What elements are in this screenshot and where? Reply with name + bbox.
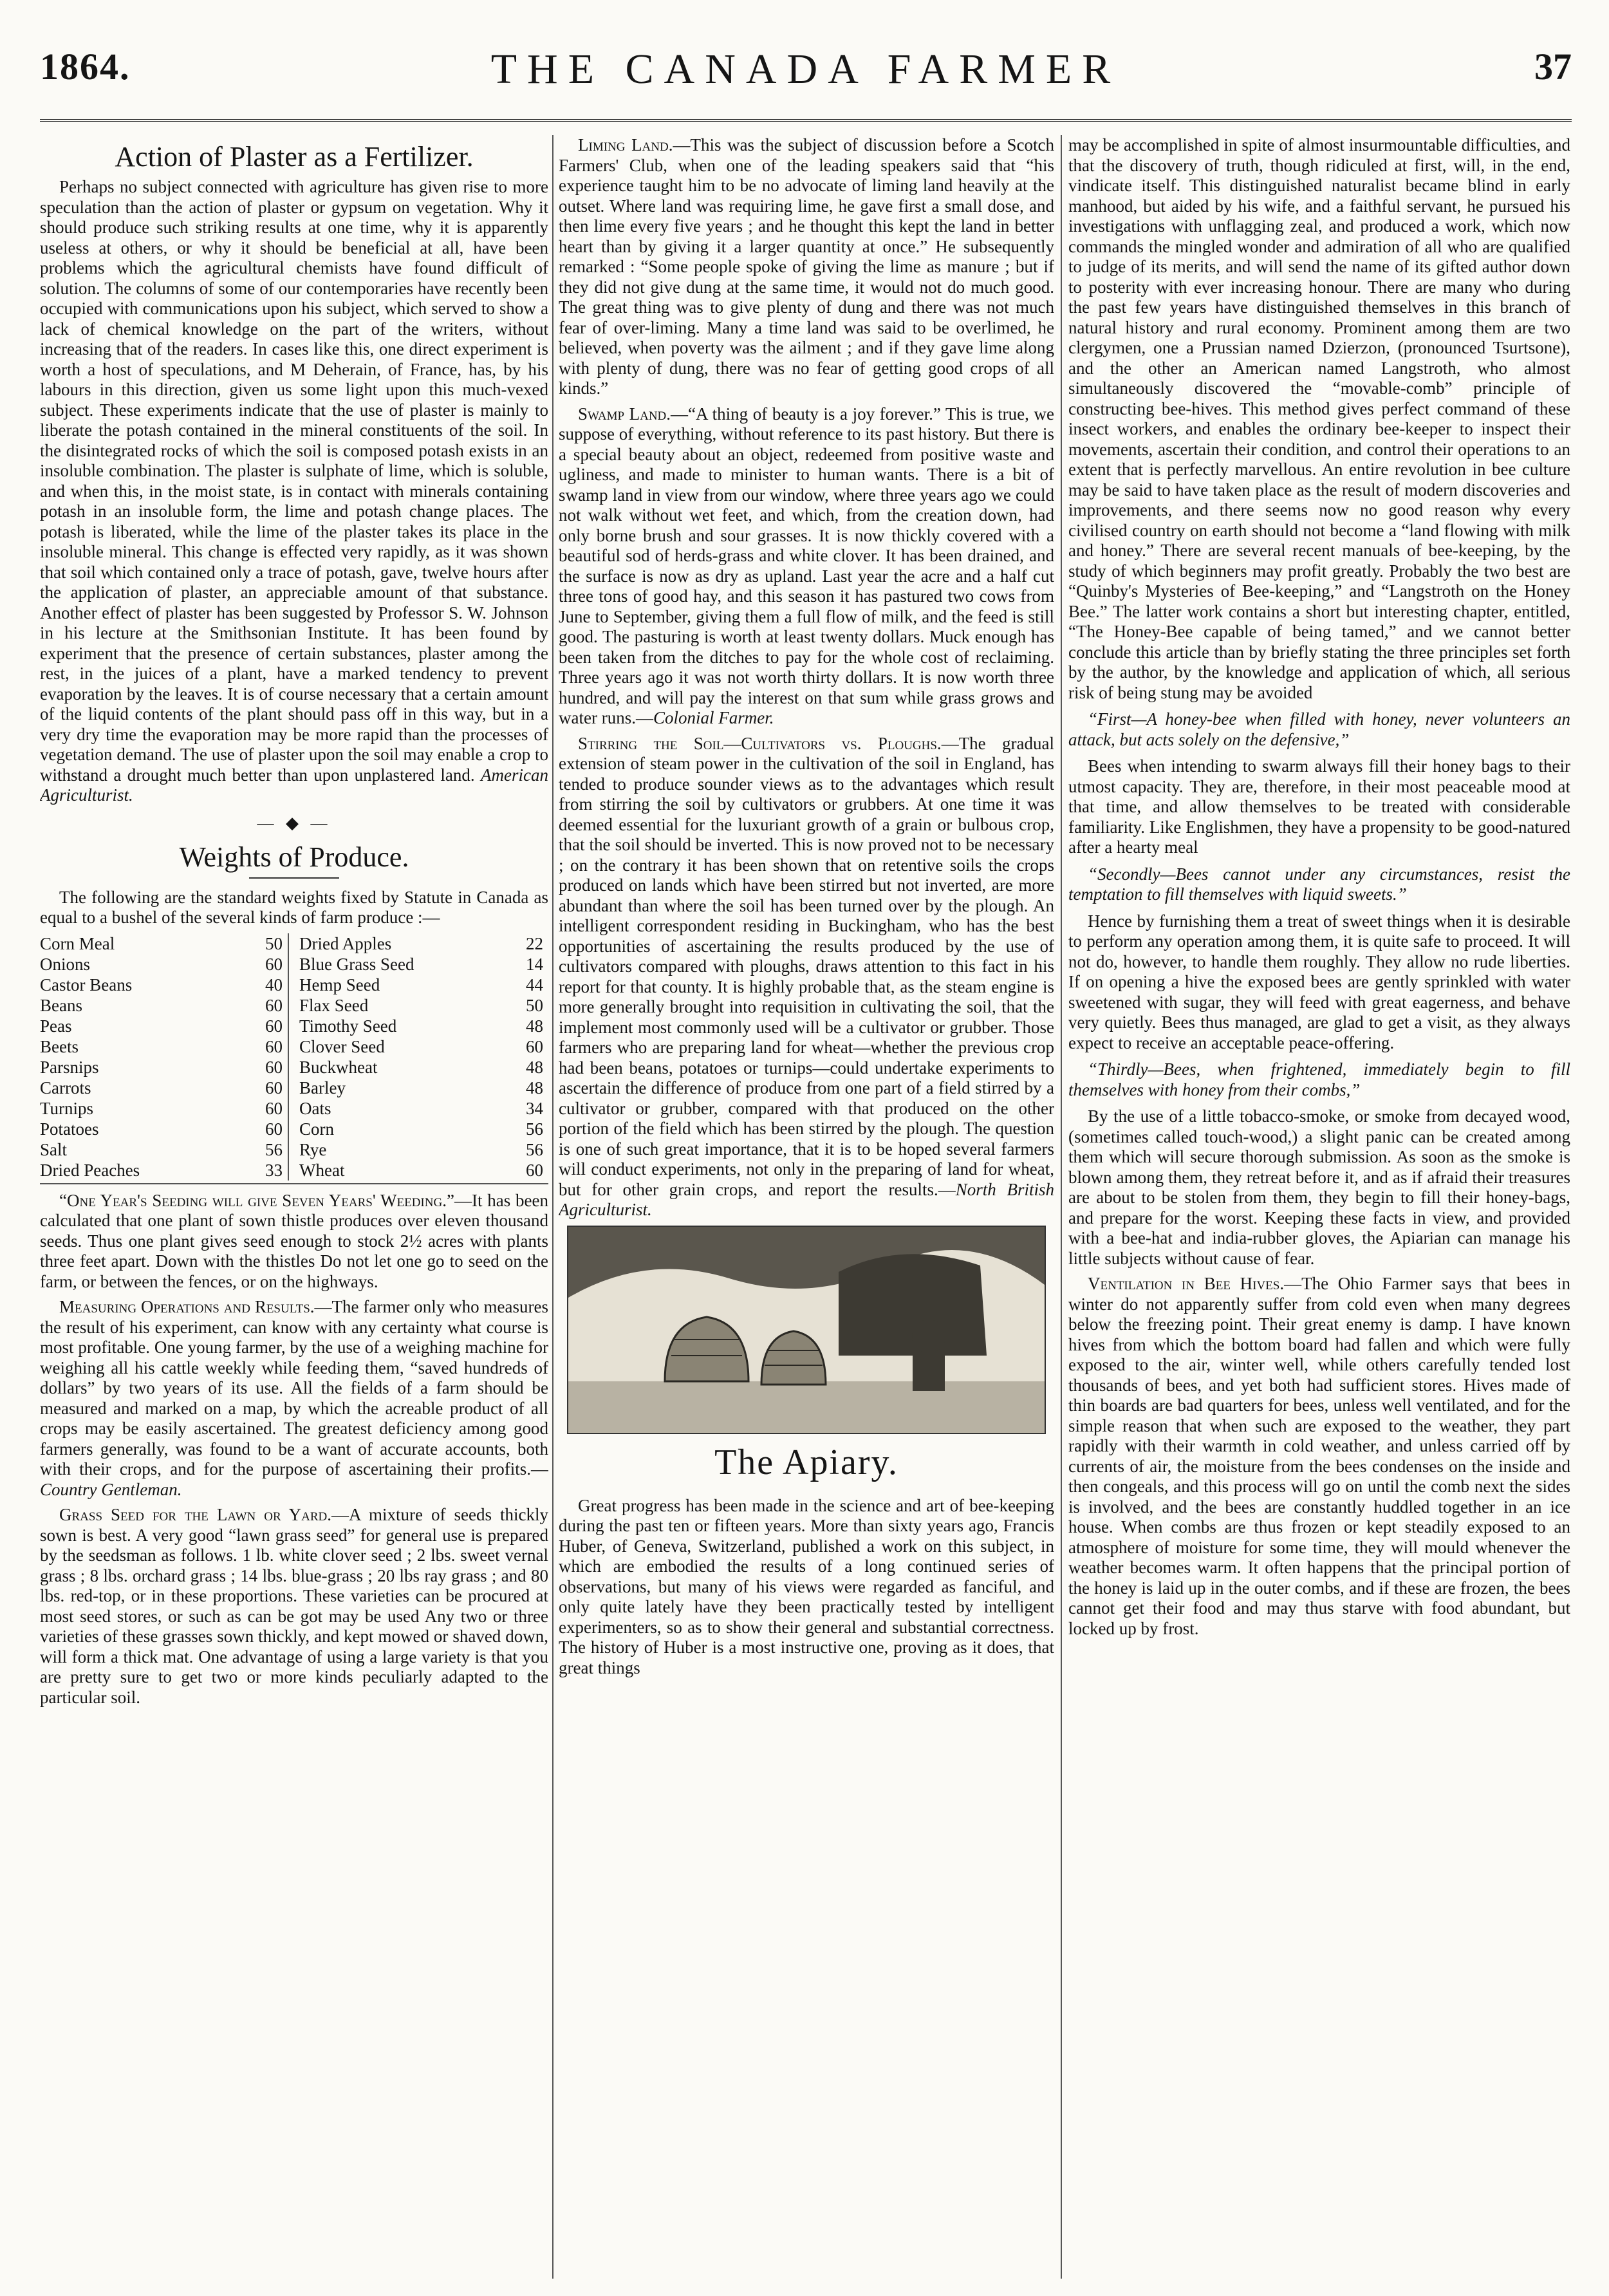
weight-produce-name: Dried Peaches	[40, 1160, 140, 1180]
weight-produce-name: Beets	[40, 1036, 79, 1056]
article-apiary-intro: Great progress has been made in the science and art of bee-keeping during the past ten or fifteen years. More than sixty years ago, Francis Huber, of Geneva, Switzerland, published a work on this subject, in which are embodied the results of a long continued series of observations, but many of his views were regarded as fanciful, and only quite lately have they been practically tested by intelligent experimenters, so as to show their general and substantial correctness. The history of Huber is a most instructive one, proving as it does, that great things	[559, 1495, 1054, 1677]
weight-value: 48	[526, 1057, 543, 1077]
weights-table	[40, 933, 548, 1184]
weight-value: 60	[265, 954, 283, 974]
title-underline	[249, 877, 339, 879]
column-3	[1068, 135, 1570, 2279]
weight-row	[299, 1036, 543, 1057]
weight-row	[40, 995, 283, 1016]
weight-produce-name: Flax Seed	[299, 995, 369, 1015]
weight-row	[40, 1139, 283, 1160]
weights-intro: The following are the standard weights fixed by Statute in Canada as equal to a bushel of the several kinds of farm produce :—	[40, 887, 548, 927]
apiary-continued: may be accomplished in spite of almost insurmountable difficulties, and that the discovery of truth, though ridiculed at first, will, in the end, vindicate itself. This distinguished naturalist became blind in early manhood, but aided by his wife, and a faithful servant, he pursued his investigations with unflagging zeal, and produced a work, which now commands the mingled wonder and admiration of all who are qualified to judge of its merits, and will send the name of its gifted author down to posterity with ever increasing honour. There are many who during the past few years have distinguished themselves in this branch of natural history and rural economy. Prominent among them are two clergymen, one a Prussian named Dzierzon, (pronounced Tsurtsone), and the other an American named Langstroth, who almost simultaneously discovered the “movable-comb” principle of constructing bee-hives. This method gives perfect command of these insect workers, and enables the ordinary bee-keeper to inspect their movements, ascertain their condition, and control their operations to an extent that is perfectly marvellous. An entire revolution in bee culture may be said to have taken place as the result of modern discoveries and improvements, and there seems now no good reason why every civilised country on earth should not become a “land flowing with milk and honey.” There are several recent manuals of bee-keeping, by the study of which beginners may profit greatly. Probably the two best are “Quinby's Mysteries of Bee-keeping,” and “Langstroth on the Honey Bee.” The latter work contains a short but interesting chapter, entitled, “The Honey-Bee capable of being tamed,” and we cannot better conclude this article than by briefly stating the three principles set forth by the author, by the knowledge and application of which, all serious risk of being stung may be avoided	[1068, 135, 1570, 702]
weight-value: 56	[265, 1139, 283, 1159]
weight-value: 60	[265, 995, 283, 1015]
issue-year: 1864.	[40, 46, 131, 88]
weight-produce-name: Buckwheat	[299, 1057, 378, 1077]
weight-value: 60	[526, 1036, 543, 1056]
weight-produce-name: Corn Meal	[40, 933, 115, 953]
header-rule	[40, 119, 1572, 126]
weight-row	[40, 933, 283, 954]
article-liming: Liming Land.—This was the subject of discussion before a Scotch Farmers' Club, when one of the leading speakers said that “his experience taught him to be no advocate of liming land heavily at the outset. Where land was requiring lime, he gave first a small dose, and then lime every five years ; and he thought this kept the land in better heart than by giving it a larger quantity at once.” He subsequently remarked : “Some people spoke of giving the lime as manure ; but if they did not give dung at the same time, it would not do much good. The great thing was to give plenty of dung and there was not much fear of over-liming. Many a time land was said to be overlimed, he believed, when poverty was the ailment ; and if they gave lime along with plenty of dung, there was no fear of getting good crops of all kinds.”	[559, 135, 1054, 398]
principle-first: “First—A honey-bee when filled with honey, never volunteers an attack, but acts solely on the defensive,”	[1068, 709, 1570, 749]
article-swamp: Swamp Land.—“A thing of beauty is a joy forever.” This is true, we suppose of everything, without reference to its past history. But there is a special beauty about an object, redeemed from positive waste and ugliness, and made to minister to human wants. There is a bit of swamp land in view from our window, where three years ago we could not walk without wet feet, and which, from the creation down, had only borne brush and sour grasses. It is now thickly covered with a beautiful sod of herds-grass and white clover. It has been drained, and the surface is now as dry as upland. Last year the acre and a half cut three tons of good hay, and this season it has pastured two cows from June to September, giving them a full flow of milk, and the feed is still good. The pasturing is worth at least twenty dollars. Muck enough has been taken from the ditches to pay for the whole cost of reclaiming. Three years ago it was not worth thirty dollars. It is now worth three hundred, and will pay the interest on that sum while grass grows and water runs.—Colonial Farmer.	[559, 404, 1054, 727]
weight-value: 48	[526, 1078, 543, 1097]
weight-produce-name: Barley	[299, 1078, 346, 1097]
weight-row	[299, 1139, 543, 1160]
article-title-weights: Weights of Produce.	[179, 841, 409, 873]
column-divider	[552, 135, 553, 2279]
principle-second: “Secondly—Bees cannot under any circumstances, resist the temptation to fill themselves with liquid sweets.”	[1068, 864, 1570, 904]
weight-produce-name: Oats	[299, 1098, 331, 1118]
weight-row	[40, 975, 283, 995]
weight-row	[299, 1098, 543, 1119]
weight-row	[40, 1098, 283, 1119]
apiary-paragraph-4: By the use of a little tobacco-smoke, or smoke from decayed wood, (sometimes called touch-wood,) a slight panic can be created among them which will secure thorough submission. As soon as the smoke is blown among them, they retreat before it, and as if afraid their treasures are about to be stolen from them, they begin to fill their honey-bags, and prepare for the worst. Keeping these facts in view, and provided with a bee-hat and india-rubber gloves, the Apiarian can manage his little subjects without cause of fear.	[1068, 1106, 1570, 1268]
article-grass-seed: Grass Seed for the Lawn or Yard.—A mixture of seeds thickly sown is best. A very good “lawn grass seed” for general use is prepared by the seedsman as follows. 1 lb. white clover seed ; 2 lbs. sweet vernal grass ; 8 lbs. orchard grass ; 14 lbs. blue-grass ; 20 lbs ray grass ; and 80 lbs. red-top, or in these proportions. These varieties can be procured at most seed stores, or such as can be got may be used Any two or three varieties of these grasses sown thickly, and kept mowed or shaved down, will form a thick mat. One advantage of using a large variety is that you are pretty sure to get two or more kinds peculiarly adapted to the particular soil.	[40, 1505, 548, 1707]
weight-produce-name: Turnips	[40, 1098, 94, 1118]
column-divider	[1061, 135, 1062, 2279]
weight-value: 50	[265, 933, 283, 953]
weight-produce-name: Parsnips	[40, 1057, 99, 1077]
weight-value: 60	[265, 1036, 283, 1056]
weight-value: 48	[526, 1016, 543, 1036]
weight-value: 60	[265, 1119, 283, 1139]
principle-third: “Thirdly—Bees, when frightened, immediately begin to fill themselves with honey from their combs,”	[1068, 1059, 1570, 1099]
weight-row	[40, 1057, 283, 1078]
weight-produce-name: Salt	[40, 1139, 68, 1159]
weight-value: 34	[526, 1098, 543, 1118]
weight-value: 14	[526, 954, 543, 974]
column-2	[559, 135, 1054, 2279]
weight-produce-name: Dried Apples	[299, 933, 392, 953]
article-body-plaster: Perhaps no subject connected with agriculture has given rise to more speculation than the action of plaster or gypsum on vegetation. Why it should produce such striking results at one time, why it is apparently useless at others, or why it should be beneficial at all, have been problems which the agricultural chemists have found difficult of solution. The columns of some of our contemporaries have recently been occupied with communications upon his subject, which served to show a lack of chemical knowledge on the part of the writers, without increasing that of the readers. In cases like this, one direct experiment is worth a host of speculations, and M Deherain, of France, has, by his labours in this direction, given us some light upon this much-vexed subject. These experiments indicate that the use of plaster is mainly to liberate the potash contained in the mineral constituents of the soil. In the disintegrated rocks of which the soil is composed potash exists in an insoluble combination. The plaster is sulphate of lime, which is soluble, and when this, in the moist state, is in contact with minerals containing potash in an insoluble form, the lime and potash change places. The potash is liberated, while the lime of the plaster takes its place in the insoluble mineral. This change is effected very rapidly, as it was shown that soil which contained only a trace of potash, gave, twelve hours after the application of plaster, an appreciable amount of that substance. Another effect of plaster has been suggested by Professor S. W. Johnson in his lecture at the Smithsonian Institute. It has been found by experiment that the presence of certain substances, plaster among the rest, in the juices of a plant, have a marked tendency to prevent evaporation by the leaves. It is of course necessary that a certain amount of the liquid contents of the plant should pass off in this way, but in a very dry time the evaporation may be more rapid than the processes of vegetation demand. The use of plaster upon the soil may enable a crop to withstand a drought much better than upon unplastered land. American Agriculturist.	[40, 177, 548, 805]
weight-produce-name: Corn	[299, 1119, 334, 1139]
weight-value: 60	[265, 1016, 283, 1036]
weight-value: 44	[526, 975, 543, 994]
weights-column-right	[299, 933, 548, 1181]
article-title-plaster: Action of Plaster as a Fertilizer.	[115, 141, 474, 173]
weight-produce-name: Peas	[40, 1016, 72, 1036]
weight-produce-name: Wheat	[299, 1160, 345, 1180]
weight-row	[299, 954, 543, 975]
weight-produce-name: Carrots	[40, 1078, 91, 1097]
weight-produce-name: Castor Beans	[40, 975, 133, 994]
column-1	[40, 135, 548, 2279]
weight-value: 50	[526, 995, 543, 1015]
weight-value: 33	[265, 1160, 283, 1180]
newspaper-title: THE CANADA FARMER	[490, 46, 1121, 93]
weight-value: 56	[526, 1139, 543, 1159]
article-seeding: “One Year's Seeding will give Seven Years' Weeding.”—It has been calculated that one plant of sown thistle produces over eleven thousand seeds. Thus one plant gives seed enough to stock 2½ acres with plants three feet apart. Down with the thistles Do not let one go to seed on the farm, or between the fences, or on the highways.	[40, 1190, 548, 1291]
weight-row	[299, 1057, 543, 1078]
apiary-paragraph-3: Hence by furnishing them a treat of sweet things when it is desirable to perform any operation among them, it is quite safe to proceed. It will not do, however, to handle them roughly. They allow no rude liberties. If on opening a hive the exposed bees are gently sprinkled with water sweetened with sugar, they will feed with great eagerness, and behave very quietly. Bees thus managed, are glad to get a visit, as they always expect to receive an acceptable peace-offering.	[1068, 911, 1570, 1052]
weight-value: 60	[265, 1057, 283, 1077]
weight-produce-name: Onions	[40, 954, 91, 974]
apiary-paragraph-2: Bees when intending to swarm always fill their honey bags to their utmost capacity. They are, therefore, in their most peaceable mood at that time, and allow themselves to be treated with considerable familiarity. Like Englishmen, they have a propensity to be good-natured after a hearty meal	[1068, 756, 1570, 857]
weights-column-left	[40, 933, 289, 1181]
masthead	[40, 45, 1572, 103]
weight-value: 60	[265, 1078, 283, 1097]
weight-row	[299, 1119, 543, 1139]
article-measuring: Measuring Operations and Results.—The farmer only who measures the result of his experiment, can know with any certainty what course is most profitable. One young farmer, by the use of a weighing machine for weighing all his cattle weekly while feeding them, “saved hundreds of dollars” by two years of its use. All the fields of a farm should be measured and marked on a map, by which the acreable product of all crops may be easily ascertained. The greatest deficiency among good farmers generally, was found to be a want of accurate accounts, both with their crops, and for the purpose of ascertaining their profits.—Country Gentleman.	[40, 1297, 548, 1499]
weight-produce-name: Timothy Seed	[299, 1016, 397, 1036]
beehive-illustration	[568, 1227, 1045, 1433]
weight-row	[299, 1078, 543, 1098]
weight-produce-name: Beans	[40, 995, 82, 1015]
weight-value: 60	[265, 1098, 283, 1118]
weight-row	[299, 1016, 543, 1036]
weight-produce-name: Hemp Seed	[299, 975, 380, 994]
article-stirring: Stirring the Soil—Cultivators vs. Ploughs.—The gradual extension of steam power in the cultivation of the soil in England, has tended to produce sounder views as to the advantages which result from stirring the soil by cultivators or grubbers. At one time it was deemed essential for the luxuriant growth of a grain or bulbous crop, that the soil should be inverted. This is now proved not to be necessary ; on the contrary it has been shown that on retentive soils the crops produced on lands which have been stirred but not inverted, are more abundant than where the soil has been turned over by the plough. An intelligent correspondent residing in Buckingham, who has the best opportunities of ascertaining the results produced by the use of cultivators compared with ploughs, draws attention to this fact in his report for that county. It is highly probable that, as the steam engine is more generally brought into requisition in cultivating the soil, that the implement most commonly used will be a cultivator or grubber. Those farmers who are preparing land for wheat—whether the previous crop had been beans, potatoes or turnips—could undertake experiments to ascertain the difference of produce from one part of a field stirred by a cultivator or grubber, compared with that produced on the other portion of the field which has been stirred by the plough. The question is one of such great importance, that it is to be hoped several farmers will conduct experiments, not only in the preparing of land for wheat, but for other grain crops, and report the results.—North British Agriculturist.	[559, 733, 1054, 1219]
weight-value: 40	[265, 975, 283, 994]
weight-value: 60	[526, 1160, 543, 1180]
weight-produce-name: Blue Grass Seed	[299, 954, 414, 974]
weight-value: 22	[526, 933, 543, 953]
weight-row	[299, 995, 543, 1016]
weight-row	[299, 975, 543, 995]
weight-produce-name: Potatoes	[40, 1119, 99, 1139]
weight-row	[40, 1078, 283, 1098]
weight-produce-name: Rye	[299, 1139, 327, 1159]
section-title-apiary: The Apiary.	[714, 1442, 898, 1482]
weight-value: 56	[526, 1119, 543, 1139]
section-ornament: — ◆ —	[257, 813, 331, 832]
weight-produce-name: Clover Seed	[299, 1036, 385, 1056]
weight-row	[40, 1036, 283, 1057]
weight-row	[40, 954, 283, 975]
weight-row	[40, 1016, 283, 1036]
weight-row	[40, 1119, 283, 1139]
weight-row	[299, 1160, 543, 1181]
page-number: 37	[1534, 46, 1572, 88]
apiary-engraving	[567, 1226, 1046, 1434]
weight-row	[299, 933, 543, 954]
article-ventilation: Ventilation in Bee Hives.—The Ohio Farmer says that bees in winter do not apparently suffer from cold even when many degrees below the freezing point. Their great enemy is damp. I have known hives from which the bottom board had fallen and which were fully exposed to the air, winter well, while others carefully tended lost thousands of bees, and yet both had sufficient stores. Hives made of thin boards are bad quarters for bees, unless well ventilated, and for the simple reason that when such are exposed to the weather, they part rapidly with their warmth in cold weather, and unless carried off by currents of air, the moisture from the bees condenses on the inside and then congeals, and this process will go on until the comb next the sides is involved, and the bees are constantly huddled together in an ice house. When combs are thus frozen or kept steadily exposed to an atmosphere of moisture for some time, they will mould whenever the weather becomes warm. It often happens that the principal portion of the honey is laid up in the outer combs, and if these are frozen, the bees cannot get their food and may thus starve with food abundant, but locked up by frost.	[1068, 1274, 1570, 1638]
weight-row	[40, 1160, 283, 1181]
